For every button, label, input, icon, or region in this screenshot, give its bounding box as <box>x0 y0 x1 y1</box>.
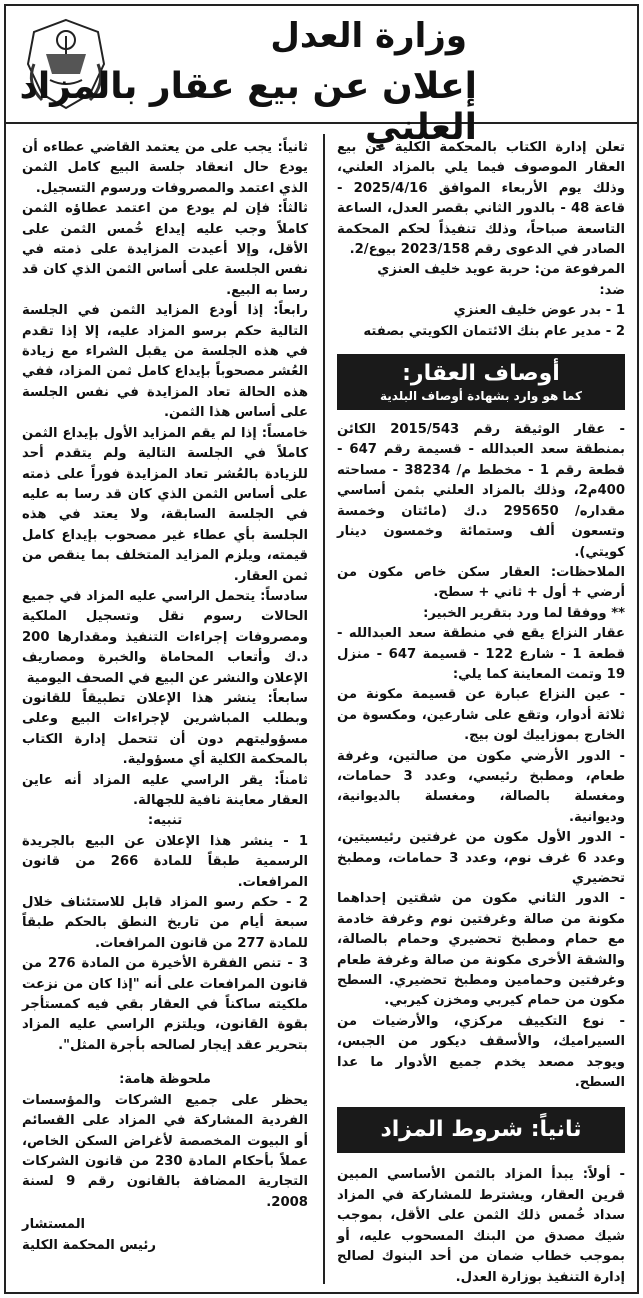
left-column <box>22 138 308 1256</box>
right-column <box>337 138 625 1288</box>
property-item: الملاحظات: العقار سكن خاص مكون من أرضي + أول + ثاني + سطح. <box>337 564 625 601</box>
term-first: - أولاً: يبدأ المزاد بالثمن الأساسي المبين قرين العقار، ويشترط للمشاركة في المزاد سداد خُمس ذلك الثمن على الأقل، بموجب شيك مصدق من البنك المسحوب عليه، أو بموجب خطاب ضمان من أحد البنوك لصالح إدارة التنفيذ بوزارة العدل. <box>337 1167 625 1285</box>
defendant-2: 2 - مدير عام بنك الائتمان الكويتي بصفته <box>363 323 625 339</box>
intro-paragraph: تعلن إدارة الكتاب بالمحكمة الكلية عن بيع العقار الموصوف فيما يلي بالمزاد العلني، وذلك يوم الأربعاء الموافق 2025/4/16 - قاعة 48 - بالدور الثاني بقصر العدل، الساعة التاسعة صباحاً، وذلك تنفيذاً لحكم المحكمة الصادر في الدعوى رقم 2023/158 بيوع/2. <box>337 140 626 258</box>
important-note-title: ملحوظة هامة: <box>119 1072 211 1088</box>
defendant-1: 1 - بدر عوض خليف العنزي <box>453 303 625 319</box>
property-item: - عين النزاع عبارة عن قسيمة مكونة من ثلاثة أدوار، وتقع على شارعين، ومكسوة من الخارج بموزاييك لون بيج. <box>337 687 625 744</box>
property-item: - نوع التكييف مركزي، والأرضيات من السيراميك، والأسقف ديكور من الجبس، ويوجد مصعد يخدم جميع الأدوار ما عدا السطح. <box>337 1013 625 1091</box>
ministry-name: وزارة العدل <box>270 16 467 56</box>
column-divider <box>323 134 325 1284</box>
property-item: - عقار الوثيقة رقم 2015/543 الكائن بمنطقة سعد العبدالله - قسيمة رقم 647 - قطعة رقم 1 - مخطط م/ 38234 - مساحته 400م2، وذلك بالمزاد العلني بثمن أساسي مقداره/ 295650 د.ك (مائتان وخمسة وتسعون ألف وستمائة وخمسون دينار كويتي). <box>337 422 625 560</box>
term-item: رابعاً: إذا أودع المزايد الثمن في الجلسة التالية حكم برسو المزاد عليه، إلا إذا تقدم في هذه الجلسة من يقبل الشراء مع زيادة العُشر مصحوباً بإيداع كامل ثمن المزاد، ففي هذه الحالة تعاد المزايدة في نفس الجلسة على أساس هذا الثمن. <box>22 303 308 421</box>
property-item: عقار النزاع يقع في منطقة سعد العبدالله - قطعة 1 - شارع 122 - قسيمة 647 - منزل 19 وتمت المعاينة كما يلي: <box>337 626 626 682</box>
term-item: خامساً: إذا لم يقم المزايد الأول بإيداع الثمن كاملاً في الجلسة التالية ولم يتقدم أحد للزيادة بالعُشر تعاد المزايدة فوراً على ذمته على أساس الثمن الذي كان قد رسا به عليه في الجلسة السابقة، ولا يعتد في هذه الجلسة بأي عطاء غير مصحوب بإيداع كامل قيمته، ويلزم المزايد المتخلف بما ينقص من ثمن العقار. <box>22 425 308 584</box>
notice-title: تنبيه: <box>147 813 183 829</box>
ad-headline: إعلان عن بيع عقار بالمزاد العلني <box>19 66 477 148</box>
term-item: سادساً: يتحمل الراسي عليه المزاد في جميع الحالات رسوم نقل وتسجيل الملكية ومصروفات إجراءات التنفيذ ومقدارها 200 د.ك وأتعاب المحاماة والخبرة ومصاريف الإعلان والنشر عن البيع في الصحف اليومية <box>22 588 308 686</box>
important-note-text: يحظر على جميع الشركات والمؤسسات الفردية المشاركة في المزاد على القسائم أو البيوت المخصصة لأغراض السكن الخاص، عملاً بأحكام المادة 230 من قانون الشركات التجارية المضافة بالقانون رقم 9 لسنة 2008. <box>22 1092 309 1210</box>
term-item: سابعاً: ينشر هذا الإعلان تطبيقاً للقانون وبطلب المباشرين لإجراءات البيع وعلى مسؤوليتهم دون أن تتحمل إدارة الكتاب بالمحكمة الكلية أي مسؤولية. <box>22 690 308 768</box>
notice-item: 1 - ينشر هذا الإعلان عن البيع بالجريدة الرسمية طبقاً للمادة 266 من قانون المرافعات. <box>22 833 308 890</box>
term-item: ثالثاً: فإن لم يودع من اعتمد عطاؤه الثمن كاملاً وجب عليه إيداع خُمس الثمن على الأقل، وإلا أعيدت المزايدة على ذمته في نفس الجلسة على أساس الثمن الذي كان قد رسا به البيع. <box>22 201 308 298</box>
property-item: - الدور الأرضي مكون من صالتين، وغرفة طعام، ومطبخ رئيسي، وعدد 3 حمامات، ومغسلة بالصالة، ومغسلة بالديوانية، وديوانية. <box>337 748 625 825</box>
property-item: - الدور الأول مكون من غرفتين رئيسيتين، وعدد 6 غرف نوم، وعدد 3 حمامات، ومطبخ تحضيري <box>337 830 625 886</box>
signature-title: المستشار <box>22 1217 86 1233</box>
term-item: ثامناً: يقر الراسي عليه المزاد أنه عاين العقار معاينة نافية للجهالة. <box>22 772 308 808</box>
header <box>6 6 637 148</box>
auction-terms-banner: ثانياً: شروط المزاد <box>337 1107 625 1153</box>
advertisement-frame <box>4 4 639 1294</box>
plaintiff-line: المرفوعة من: حربة عويد خليف العنزي <box>377 262 625 278</box>
property-description-banner <box>337 354 625 410</box>
section-title: أوصاف العقار: <box>402 361 560 387</box>
signature-role: رئيس المحكمة الكلية <box>22 1237 156 1253</box>
notice-item: 3 - تنص الفقرة الأخيرة من المادة 276 من قانون المرافعات على أنه "إذا كان من نزعت ملكيته ساكناً في العقار بقي فيه كمستأجر بقوة القانون، ويلتزم الراسي عليه المزاد بتحرير عقد إيجار لصالحه بأجرة المثل". <box>22 956 308 1053</box>
section-subtitle: كما هو وارد بشهادة أوصاف البلدية <box>379 389 583 404</box>
property-item: - الدور الثاني مكون من شقتين إحداهما مكونة من صالة وغرفتين نوم وغرفة خادمة مع حمام ومطبخ تحضيري وحمام بالصالة، والشقة الأخرى مكونة من صالة وغرفة طعام وغرفتين وحمامين ومطبخ تحضيري. السطح مكون من حمام كيربي ومخزن كيربي. <box>337 891 625 1009</box>
term-item: ثانياً: يجب على من يعتمد القاضي عطاءه أن يودع حال انعقاد جلسة البيع كامل الثمن الذي اعتمد والمصروفات ورسوم التسجيل. <box>22 140 308 196</box>
against-label: ضد: <box>599 282 625 298</box>
property-item: ** ووفقا لما ورد بتقرير الخبير: <box>423 605 625 621</box>
notice-item: 2 - حكم رسو المزاد قابل للاستئناف خلال سبعة أيام من تاريخ النطق بالحكم طبقاً للمادة 277 من قانون المرافعات. <box>22 895 308 951</box>
